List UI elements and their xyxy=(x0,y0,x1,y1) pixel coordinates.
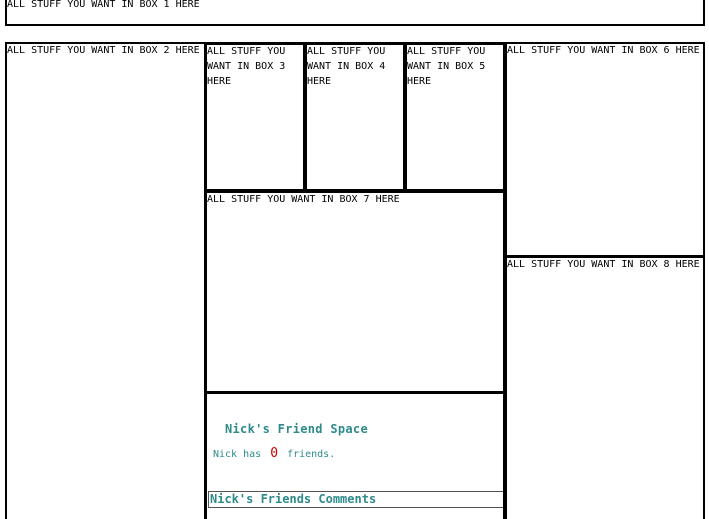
box-5-text: ALL STUFF YOU WANT IN BOX 5 HERE xyxy=(407,46,486,87)
content-box-7 xyxy=(204,190,506,394)
content-box-5 xyxy=(404,42,506,192)
content-box-6 xyxy=(504,42,705,258)
box-4-text: ALL STUFF YOU WANT IN BOX 4 HERE xyxy=(307,46,386,87)
friend-count-line xyxy=(213,446,335,461)
content-box-8 xyxy=(504,256,705,519)
box-1-text: ALL STUFF YOU WANT IN BOX 1 HERE xyxy=(7,0,200,10)
friend-space-title: Nick's Friend Space xyxy=(225,422,368,436)
friend-count-number: 0 xyxy=(270,446,279,461)
box-7-text: ALL STUFF YOU WANT IN BOX 7 HERE xyxy=(207,194,400,205)
content-box-1 xyxy=(5,0,705,26)
box-6-text: ALL STUFF YOU WANT IN BOX 6 HERE xyxy=(507,45,700,56)
friend-space-panel xyxy=(204,391,506,519)
friend-count-prefix: Nick has xyxy=(213,449,262,460)
friends-comments-header: Nick's Friends Comments xyxy=(208,491,504,508)
content-box-2 xyxy=(5,42,206,519)
box-8-text: ALL STUFF YOU WANT IN BOX 8 HERE xyxy=(507,259,700,270)
content-box-4 xyxy=(304,42,406,192)
box-2-text: ALL STUFF YOU WANT IN BOX 2 HERE xyxy=(7,45,200,56)
content-box-3 xyxy=(204,42,306,192)
box-3-text: ALL STUFF YOU WANT IN BOX 3 HERE xyxy=(207,46,286,87)
friend-count-suffix: friends. xyxy=(287,449,336,460)
